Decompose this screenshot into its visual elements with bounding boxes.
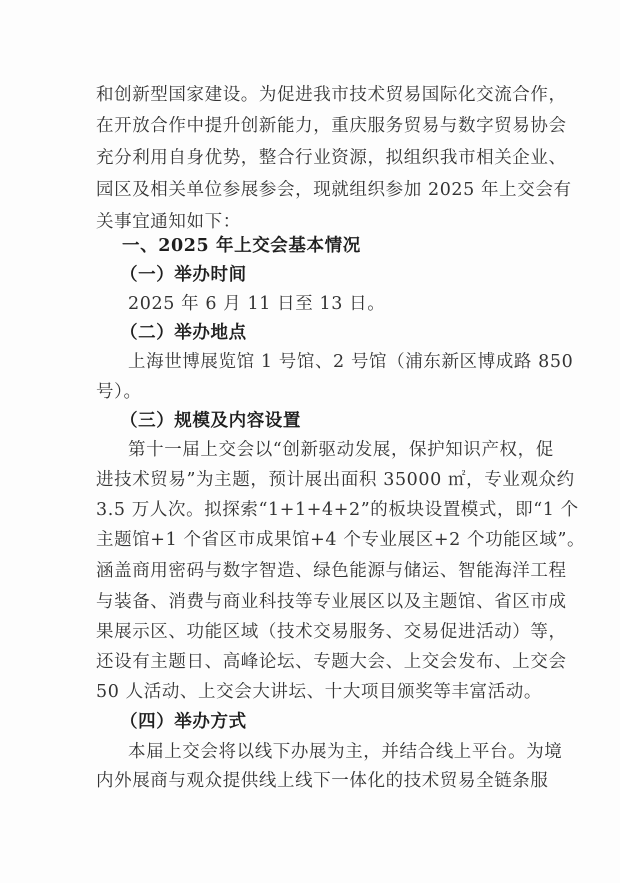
- paragraph-line: 充分利用自身优势，整合行业资源，拟组织我市相关企业、: [96, 148, 567, 168]
- paragraph-line: 第十一届上交会以“创新驱动发展，保护知识产权，促: [128, 440, 554, 460]
- paragraph-line: 上海世博展览馆 1 号馆、2 号馆（浦东新区博成路 850: [128, 352, 574, 372]
- paragraph-line: 2025 年 6 月 11 日至 13 日。: [128, 294, 386, 314]
- subsection-heading: （三）规模及内容设置: [120, 411, 301, 431]
- paragraph-line: 还设有主题日、高峰论坛、专题大会、上交会发布、上交会: [96, 652, 567, 672]
- paragraph-line: 进技术贸易”为主题，预计展出面积 35000 ㎡，专业观众约: [96, 470, 575, 490]
- paragraph-line: 园区及相关单位参展参会，现就组织参加 2025 年上交会有: [96, 180, 572, 200]
- paragraph-line: 本届上交会将以线下办展为主，并结合线上平台。为境: [128, 742, 563, 762]
- subsection-heading: （四）举办方式: [120, 712, 247, 732]
- paragraph-line: 果展示区、功能区域（技术交易服务、交易促进活动）等，: [96, 622, 567, 642]
- paragraph-line: 号）。: [96, 382, 142, 402]
- paragraph-line: 关事宜通知如下：: [96, 212, 241, 232]
- paragraph-line: 内外展商与观众提供线上线下一体化的技术贸易全链条服: [96, 771, 549, 791]
- paragraph-line: 50 人活动、上交会大讲坛、十大项目颁奖等丰富活动。: [96, 682, 542, 702]
- paragraph-line: 3.5 万人次。拟探索“1+1+4+2”的板块设置模式，即“1 个: [96, 500, 579, 520]
- section-heading: 一、2025 年上交会基本情况: [122, 236, 361, 256]
- paragraph-line: 与装备、消费与商业科技等专业展区以及主题馆、省区市成: [96, 592, 567, 612]
- paragraph-line: 涵盖商用密码与数字智造、绿色能源与储运、智能海洋工程: [96, 561, 567, 581]
- subsection-heading: （二）举办地点: [120, 323, 247, 343]
- subsection-heading: （一）举办时间: [120, 265, 247, 285]
- paragraph-line: 和创新型国家建设。为促进我市技术贸易国际化交流合作，: [96, 85, 567, 105]
- paragraph-line: 主题馆+1 个省区市成果馆+4 个专业展区+2 个功能区域”。: [96, 530, 586, 550]
- paragraph-line: 在开放合作中提升创新能力，重庆服务贸易与数字贸易协会: [96, 116, 567, 136]
